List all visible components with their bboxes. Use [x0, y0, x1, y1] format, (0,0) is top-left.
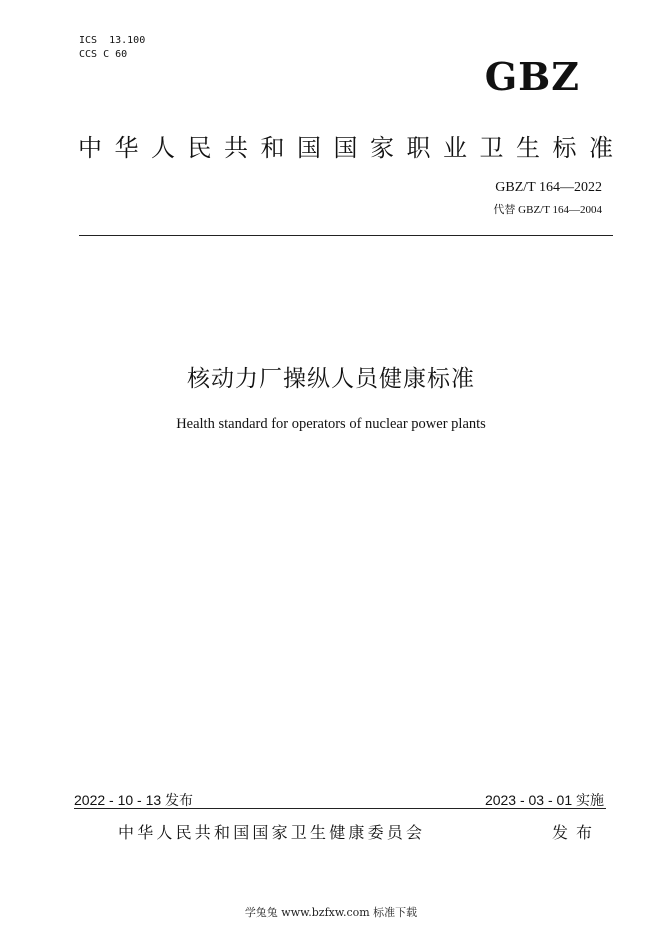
bottom-divider — [74, 808, 606, 809]
issue-label: 发布 — [552, 823, 601, 842]
footer-watermark: 学兔兔 www.bzfxw.com 标准下载 — [244, 906, 418, 919]
issuing-authority: 中华人民共和国国家卫生健康委员会 — [118, 823, 426, 842]
document-title-zh: 核动力厂操纵人员健康标准 — [187, 366, 475, 392]
publish-date: 2022 - 10 - 13 发布 — [74, 792, 194, 808]
ics-code: ICS 13.100 — [79, 35, 146, 46]
replaces-note: 代替 GBZ/T 164—2004 — [493, 204, 602, 216]
gbz-logo: GBZ — [484, 54, 580, 99]
implementation-date: 2023 - 03 - 01 实施 — [484, 792, 604, 808]
top-divider — [79, 235, 613, 236]
classification-codes — [79, 34, 145, 62]
standard-type-heading: 中华人民共和国国家职业卫生标准 — [78, 134, 626, 162]
standard-number: GBZ/T 164—2022 — [495, 180, 602, 195]
ccs-code: CCS C 60 — [79, 49, 128, 60]
document-title-en: Health standard for operators of nuclear power plants — [176, 416, 486, 432]
